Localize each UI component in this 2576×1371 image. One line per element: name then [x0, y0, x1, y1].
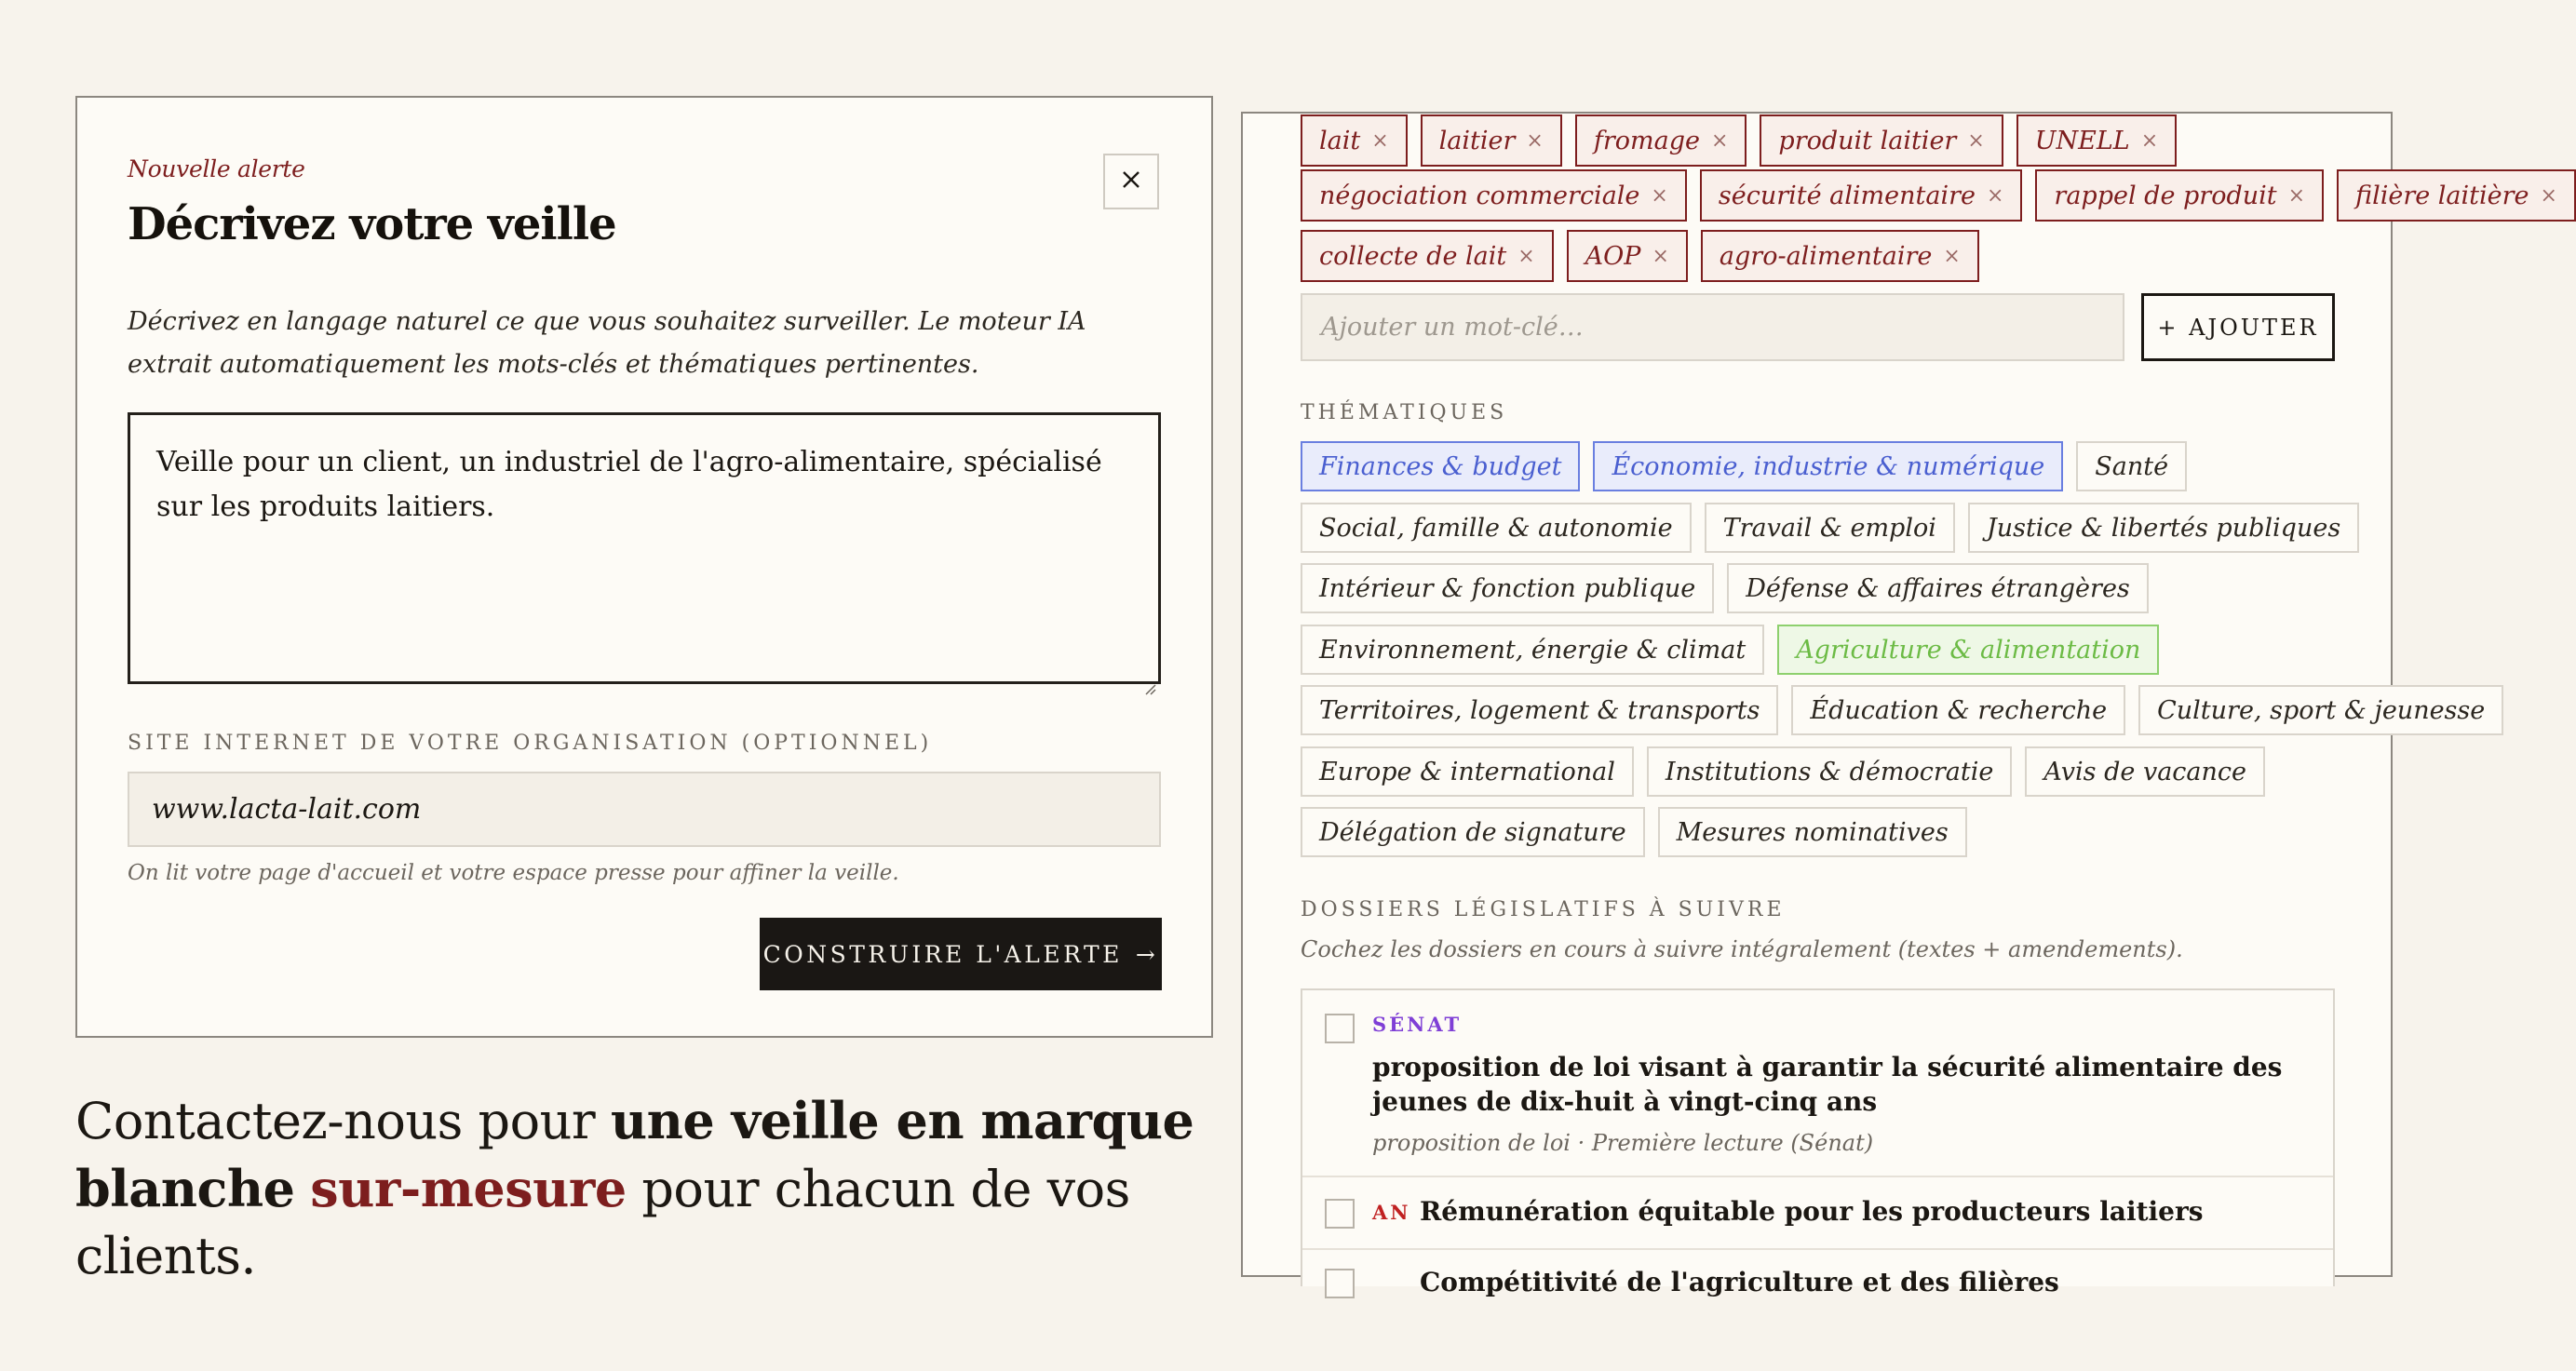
dossier-subtitle: proposition de loi · Première lecture (Sénat): [1372, 1130, 1874, 1156]
dossiers-hint: Cochez les dossiers en cours à suivre intégralement (textes + amendements).: [1301, 936, 2183, 962]
alert-config-panel: [1241, 112, 2557, 1297]
dossier-title: Compétitivité de l'agriculture et des filières: [1420, 1267, 2059, 1297]
keyword-tag[interactable]: [1760, 114, 2003, 167]
theme-chip[interactable]: Intérieur & fonction publique: [1301, 563, 1714, 613]
keyword-tag[interactable]: [1301, 169, 1687, 222]
keyword-tag[interactable]: [2337, 169, 2576, 222]
dossier-list: [1301, 988, 2335, 1297]
dossier-item[interactable]: [1302, 990, 2333, 1177]
dossier-checkbox[interactable]: [1325, 1014, 1355, 1043]
keyword-tag[interactable]: [1700, 169, 2023, 222]
theme-chip[interactable]: Économie, industrie & numérique: [1593, 441, 2063, 491]
theme-row-1: [1301, 441, 2187, 491]
keyword-tag[interactable]: [1567, 230, 1688, 282]
theme-row-7: [1301, 807, 1967, 857]
theme-chip[interactable]: Santé: [2076, 441, 2187, 491]
keyword-row-1: [1301, 114, 2177, 167]
remove-icon[interactable]: ×: [2287, 183, 2306, 208]
new-alert-modal: [75, 96, 1213, 1038]
theme-row-6: [1301, 746, 2265, 797]
keyword-label: rappel de produit: [2054, 181, 2277, 210]
resize-handle-icon[interactable]: [1141, 665, 1156, 679]
keyword-tag[interactable]: [1301, 230, 1554, 282]
build-alert-button[interactable]: [760, 918, 1162, 990]
site-field-label: SITE INTERNET DE VOTRE ORGANISATION (OPTIONNEL): [128, 732, 933, 755]
dossiers-label: DOSSIERS LÉGISLATIFS À SUIVRE: [1301, 898, 1786, 921]
theme-row-3: [1301, 563, 2149, 613]
modal-kicker: Nouvelle alerte: [128, 155, 305, 182]
dossier-title: Rémunération équitable pour les producteurs laitiers: [1420, 1196, 2204, 1227]
remove-icon[interactable]: ×: [1943, 244, 1961, 268]
add-keyword-button[interactable]: + AJOUTER: [2141, 293, 2335, 361]
dossier-checkbox[interactable]: [1325, 1199, 1355, 1229]
keyword-tag[interactable]: [2016, 114, 2177, 167]
website-value: www.lacta-lait.com: [152, 793, 422, 826]
theme-chip[interactable]: Finances & budget: [1301, 441, 1580, 491]
keyword-label: UNELL: [2034, 126, 2130, 155]
theme-chip[interactable]: Mesures nominatives: [1658, 807, 1967, 857]
description-text: Veille pour un client, un industriel de l'agro-alimentaire, spécialisé sur les produits laitiers.: [156, 446, 1102, 523]
keyword-label: collecte de lait: [1319, 241, 1507, 271]
tagline-bold: une veille en marque blanche: [75, 1091, 1194, 1218]
remove-icon[interactable]: ×: [1371, 128, 1389, 153]
theme-chip[interactable]: Culture, sport & jeunesse: [2138, 685, 2503, 735]
keyword-tag[interactable]: [1701, 230, 1979, 282]
keyword-tag[interactable]: [2035, 169, 2324, 222]
theme-chip[interactable]: Avis de vacance: [2025, 746, 2265, 797]
tagline-space: [295, 1160, 311, 1218]
remove-icon[interactable]: ×: [1651, 183, 1668, 208]
theme-chip[interactable]: Éducation & recherche: [1791, 685, 2125, 735]
dossier-checkbox[interactable]: [1325, 1269, 1355, 1298]
keyword-label: produit laitier: [1778, 126, 1957, 155]
theme-chip[interactable]: Travail & emploi: [1705, 503, 1955, 553]
theme-chip[interactable]: Environnement, énergie & climat: [1301, 625, 1764, 675]
marketing-tagline: [75, 1087, 1248, 1290]
tagline-part-1: Contactez-nous pour: [75, 1092, 611, 1150]
theme-row-4: [1301, 625, 2159, 675]
keyword-label: agro-alimentaire: [1719, 241, 1933, 271]
theme-chip[interactable]: Agriculture & alimentation: [1777, 625, 2159, 675]
theme-chip[interactable]: Territoires, logement & transports: [1301, 685, 1778, 735]
dossier-item[interactable]: [1302, 1250, 2333, 1306]
keyword-label: filière laitière: [2355, 181, 2529, 210]
theme-chip[interactable]: Délégation de signature: [1301, 807, 1645, 857]
keyword-tag[interactable]: [1421, 114, 1562, 167]
keyword-row-2: [1301, 169, 2576, 222]
remove-icon[interactable]: ×: [1517, 244, 1535, 268]
remove-icon[interactable]: ×: [1986, 183, 2004, 208]
keyword-tag[interactable]: [1301, 114, 1408, 167]
theme-chip[interactable]: Social, famille & autonomie: [1301, 503, 1692, 553]
arrow-right-icon: →: [1135, 940, 1159, 968]
keyword-label: AOP: [1585, 241, 1641, 271]
description-textarea[interactable]: [128, 412, 1161, 684]
theme-row-2: [1301, 503, 2359, 553]
close-icon: [1121, 169, 1141, 194]
keyword-input-placeholder: Ajouter un mot-clé…: [1321, 313, 1584, 342]
theme-chip[interactable]: Défense & affaires étrangères: [1727, 563, 2149, 613]
tagline-accent: sur-mesure: [310, 1159, 627, 1218]
chamber-badge: AN: [1372, 1201, 1411, 1224]
theme-chip[interactable]: Europe & international: [1301, 746, 1634, 797]
theme-chip[interactable]: Justice & libertés publiques: [1968, 503, 2359, 553]
remove-icon[interactable]: ×: [2140, 128, 2159, 153]
keyword-input[interactable]: [1301, 293, 2124, 361]
themes-label: THÉMATIQUES: [1301, 401, 1508, 424]
modal-title: Décrivez votre veille: [128, 198, 616, 250]
keyword-label: négociation commerciale: [1319, 181, 1640, 210]
keyword-row-3: [1301, 230, 1979, 282]
remove-icon[interactable]: ×: [2540, 183, 2557, 208]
close-button[interactable]: [1103, 154, 1159, 209]
keyword-label: lait: [1319, 126, 1361, 155]
keyword-tag[interactable]: [1575, 114, 1747, 167]
tagline-part-2: pour chacun de vos clients.: [75, 1160, 1130, 1285]
remove-icon[interactable]: ×: [1652, 244, 1669, 268]
remove-icon[interactable]: ×: [1526, 128, 1544, 153]
remove-icon[interactable]: ×: [1967, 128, 1985, 153]
keyword-label: fromage: [1593, 126, 1700, 155]
keyword-label: sécurité alimentaire: [1718, 181, 1976, 210]
website-input[interactable]: [128, 772, 1161, 847]
build-alert-label: CONSTRUIRE L'ALERTE: [762, 940, 1123, 968]
dossier-item[interactable]: [1302, 1177, 2333, 1250]
chamber-badge: SÉNAT: [1372, 1013, 1463, 1036]
site-field-hint: On lit votre page d'accueil et votre espace presse pour affiner la veille.: [128, 861, 899, 885]
modal-description: Décrivez en langage naturel ce que vous souhaitez surveiller. Le moteur IA extrait automatiquement les mots-clés et thématiques pertinentes.: [128, 307, 1086, 379]
theme-row-5: [1301, 685, 2503, 735]
keyword-label: laitier: [1438, 126, 1516, 155]
theme-chip[interactable]: Institutions & démocratie: [1647, 746, 2013, 797]
remove-icon[interactable]: ×: [1710, 128, 1729, 153]
dossier-title: proposition de loi visant à garantir la sécurité alimentaire des jeunes de dix-huit à vingt-cinq ans: [1372, 1052, 2283, 1117]
